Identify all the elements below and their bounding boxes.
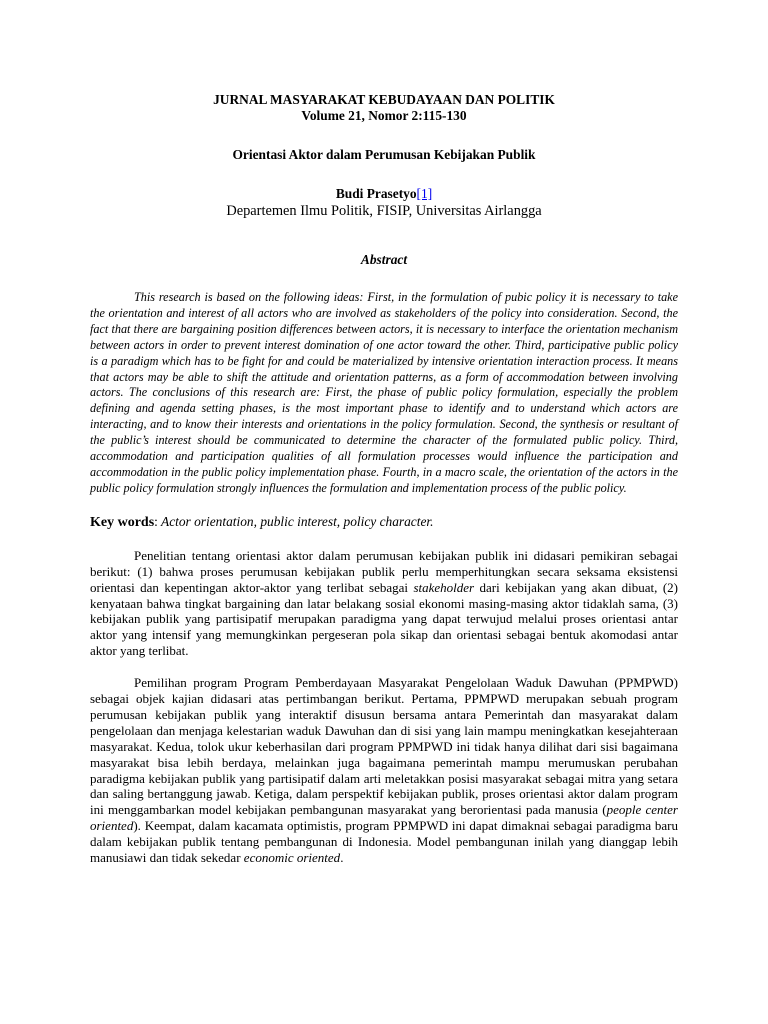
abstract-heading: Abstract	[360, 252, 408, 267]
para1-text-a: Penelitian tentang orientasi aktor dalam perumusan kebijakan publik ini didasari pemikiran sebagai berikut: (1) bahwa proses perumusan kebijakan publik perlu memperhitungkan secara seksama eksistensi orientasi dan kepentingan aktor-aktor yang terlibat sebagai	[90, 547, 678, 595]
keywords-label: Key words	[90, 514, 155, 530]
keywords-text: Actor orientation, public interest, policy character.	[157, 513, 434, 529]
author-line	[90, 186, 678, 202]
body-paragraph-1	[90, 548, 678, 659]
para2-text-a: Pemilihan program Program Pemberdayaan Masyarakat Pengelolaan Waduk Dawuhan (PPMPWD) sebagai objek kajian didasari atas pertimbangan berikut. Pertama, PPMPWD merupakan sebuah program perumusan kebijakan publik yang interaktif disusun bersama antara Pemerintah dan masyarakat dalam pengelolaan dan menjaga kelestarian waduk Dawuhan dan di sisi yang lain mampu meningkatkan kesejahteraan masyarakat. Kedua, tolok ukur keberhasilan dari program PPMPWD ini tidak hanya dilihat dari sisi bagaimana masyarakat bisa lebih berdaya, melainkan juga bagaimana pemerintah mampu merumuskan perubahan paradigma kebijakan publik yang partisipatif dalam arti meletakkan posisi masyarakat sebagai mitra yang setara dan saling bertanggung jawab. Ketiga, dalam perspektif kebijakan publik, proses orientasi aktor dalam program ini menggambarkan model kebijakan pembangunan masyarakat yang berorientasi pada manusia (	[90, 675, 678, 818]
keywords-separator: :	[154, 513, 158, 529]
journal-volume: Volume 21, Nomor 2:115-130	[301, 108, 467, 123]
para2-people-center-term: people center oriented	[90, 802, 678, 834]
author-affiliation: Departemen Ilmu Politik, FISIP, Universitas Airlangga	[226, 203, 542, 219]
footnote-link[interactable]: [1]	[416, 186, 433, 201]
para2-text-b: ). Keempat, dalam kacamata optimistis, program PPMPWD ini dapat dimaknai sebagai paradigma baru dalam kebijakan publik tentang pembangunan di Indonesia. Model pembangunan inilah yang dianggap lebih manusiawi dan tidak sekedar	[90, 818, 678, 866]
author-name: Budi Prasetyo	[335, 186, 417, 201]
para1-text-b: dari kebijakan yang akan dibuat, (2) kenyataan bahwa tingkat bargaining dan latar belakang sosial ekonomi masing-masing aktor tidaklah sama, (3) kebijakan publik yang partisipatif merupakan paradigma yang dapat terwujud melalui proses orientasi antar aktor yang intensif yang memungkinkan pergeseran pola sikap dan orientasi sebagai bentuk akomodasi antar aktor yang terlibat.	[90, 579, 678, 659]
abstract-body: This research is based on the following ideas: First, in the formulation of pubic policy it is necessary to take the orientation and interest of all actors who are involved as stakeholders of the policy into consideration. Second, the fact that there are bargaining position differences between actors, it is necessary to interface the orientation mechanism between actors in order to prevent interest domination of one actor toward the other. Third, participative public policy is a paradigm which has to be fight for and could be materialized by intensive orientation interaction process. It means that actors may be able to shift the attitude and orientation patterns, as a form of accommodation between involving actors. The conclusions of this research are: First, the phase of public policy formulation, especially the problem defining and agenda setting phases, is the most important phase to identify and to understand which actors are interacting, and to know their interests and orientations in the policy formulation. Second, the synthesis or resultant of the public’s interest should be communicated to determine the character of the formulated public policy. Third, accommodation and participation qualities of all formulation processes would influence the participation and accommodation in the public policy implementation phase. Fourth, in a macro scale, the orientation of the actors in the public policy formulation strongly influences the formulation and implementation process of the public policy.	[90, 290, 678, 495]
para2-economic-term: economic oriented	[243, 850, 341, 866]
para2-text-c: .	[340, 850, 344, 866]
paper-title: Orientasi Aktor dalam Perumusan Kebijakan Publik	[232, 147, 536, 162]
keywords-line	[90, 514, 678, 531]
document-page	[90, 92, 678, 866]
body-paragraph-2	[90, 675, 678, 866]
para1-stakeholder-term: stakeholder	[413, 579, 475, 595]
journal-title: JURNAL MASYARAKAT KEBUDAYAAN DAN POLITIK	[213, 92, 555, 107]
